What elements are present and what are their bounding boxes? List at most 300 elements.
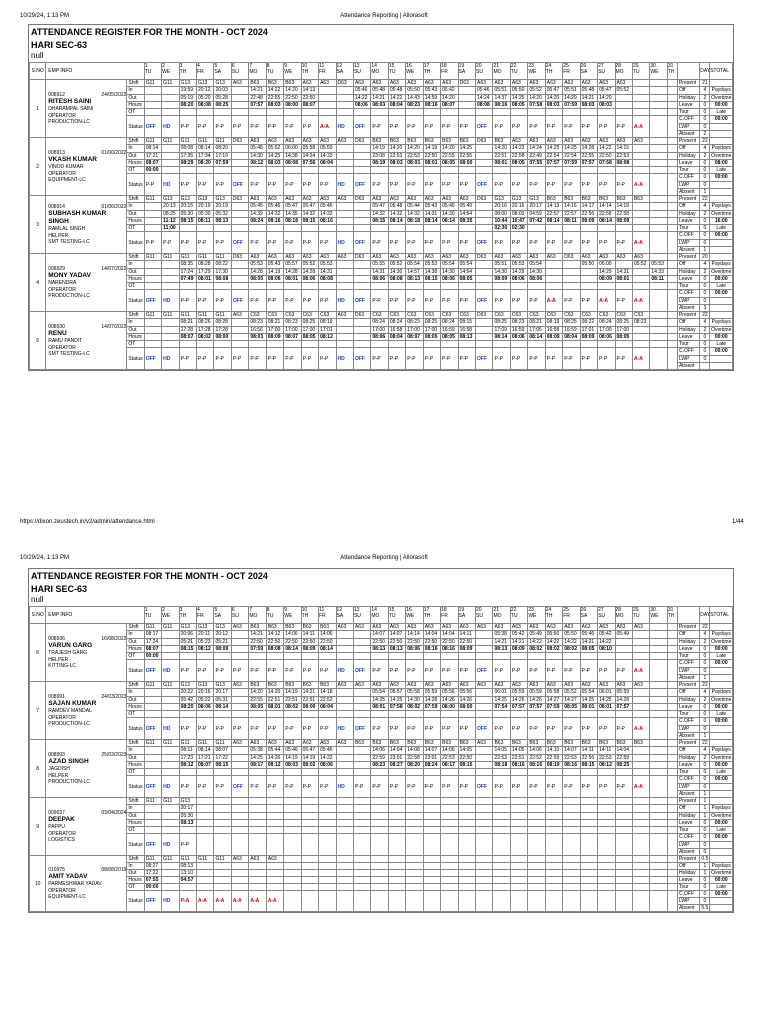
day-in-cell: [301, 689, 318, 696]
employee-join-date: 08/08/2019: [101, 866, 127, 873]
day-ot-cell: [371, 827, 388, 834]
day-out-cell: [580, 268, 597, 275]
day-shift-value: G11: [163, 254, 173, 261]
day-hours-value: 07:59: [546, 703, 560, 710]
day-in-cell: [284, 747, 301, 754]
day-in-cell: [615, 319, 632, 326]
day-out-cell: [319, 812, 336, 819]
day-in-value: 05:45: [250, 203, 263, 210]
day-status-value: P-P: [198, 725, 207, 732]
day-in-cell: [301, 747, 318, 754]
day-out-value: 14:32: [407, 210, 420, 217]
day-shift-cell: [667, 312, 677, 319]
day-out-value: 05:42: [180, 696, 194, 703]
days-header: DAYS: [700, 607, 710, 624]
day-status-cell: [284, 174, 301, 196]
day-in-cell: [423, 203, 440, 210]
employee-subrow: [30, 174, 733, 181]
date-weekday: SU: [353, 613, 361, 619]
day-shift-cell: [371, 682, 388, 689]
day-in-cell: [423, 87, 440, 94]
day-ot-cell: [598, 769, 615, 776]
day-out-value: 22:53: [564, 754, 577, 761]
day-out-cell: [214, 870, 231, 877]
day-ot-cell: [353, 653, 370, 660]
day-in-value: 05:54: [372, 689, 385, 696]
day-ot-cell: [266, 167, 283, 174]
day-status-cell: [580, 232, 597, 254]
day-status-value: P-P: [424, 355, 434, 362]
day-status-value: P-P: [145, 239, 155, 246]
day-in-cell: [667, 319, 677, 326]
day-in-cell: [615, 863, 632, 870]
day-status-cell: [406, 718, 423, 740]
day-in-cell: [284, 689, 301, 696]
day-out-cell: [563, 210, 580, 217]
day-shift-cell: [197, 138, 214, 145]
day-hours-cell: [493, 819, 510, 826]
day-hours-value: 08:13: [459, 333, 473, 340]
total-cell: [710, 711, 733, 718]
day-hours-cell: [266, 333, 283, 340]
day-ot-cell: [249, 653, 266, 660]
day-shift-cell: [319, 682, 336, 689]
day-shift-value: G11: [163, 80, 173, 87]
day-out-value: 23:01: [424, 754, 438, 761]
day-status-cell: [563, 776, 580, 798]
day-ot-cell: [458, 653, 475, 660]
summary-value-lwp: 0: [700, 239, 710, 246]
day-in-cell: [388, 145, 405, 152]
day-out-cell: [249, 638, 266, 645]
day-hours-cell: [197, 101, 214, 108]
day-out-value: 14:30: [442, 210, 455, 217]
day-ot-cell: [563, 167, 580, 174]
day-shift-cell: [406, 740, 423, 747]
day-ot-cell: [650, 225, 667, 232]
day-shift-value: A63: [407, 80, 417, 87]
date-weekday: WE: [284, 69, 293, 75]
day-out-cell: [632, 754, 649, 761]
day-in-cell: [162, 631, 179, 638]
date-header: [632, 607, 649, 624]
day-status-value: P-P: [267, 725, 277, 732]
day-in-cell: [406, 319, 423, 326]
day-hours-cell: [336, 333, 353, 340]
day-out-cell: [231, 152, 248, 159]
day-ot-cell: [388, 283, 405, 290]
day-hours-cell: [510, 275, 527, 282]
day-hours-cell: [615, 645, 632, 652]
employee-subrow: [30, 145, 733, 152]
day-shift-cell: [179, 682, 196, 689]
row-label-ot: OT: [127, 711, 144, 718]
row-label-in: In: [127, 631, 144, 638]
day-status-value: P-P: [424, 123, 434, 130]
day-hours-value: 08:08: [198, 101, 211, 108]
day-status-value: P-P: [407, 181, 416, 188]
day-in-cell: [580, 631, 597, 638]
date-weekday: MO: [615, 613, 624, 619]
day-shift-value: B63: [459, 740, 469, 747]
day-shift-cell: [162, 798, 179, 805]
day-shift-cell: [162, 624, 179, 631]
day-out-cell: [388, 268, 405, 275]
day-hours-cell: [197, 275, 214, 282]
day-hours-cell: [476, 159, 493, 166]
day-in-cell: [371, 145, 388, 152]
day-shift-cell: [650, 624, 667, 631]
day-out-cell: [563, 754, 580, 761]
day-status-value: P-P: [616, 239, 625, 246]
day-out-value: 22:58: [407, 754, 420, 761]
day-in-cell: [632, 747, 649, 754]
day-in-value: 14:19: [616, 203, 630, 210]
day-hours-cell: [371, 703, 388, 710]
day-status-cell: [214, 776, 231, 798]
day-out-cell: [371, 754, 388, 761]
attendance-table: [29, 606, 733, 912]
day-out-cell: [598, 94, 615, 101]
day-in-cell: [301, 145, 318, 152]
day-hours-value: 08:16: [442, 645, 455, 652]
day-in-value: 14:20: [494, 145, 507, 152]
day-status-value: P-A: [180, 898, 190, 904]
day-out-cell: [528, 754, 545, 761]
total-cell: [710, 239, 733, 246]
day-status-cell: [493, 116, 510, 138]
day-shift-cell: [319, 80, 336, 87]
day-hours-cell: [650, 761, 667, 768]
day-out-value: 14:32: [372, 210, 385, 217]
day-hours-cell: [476, 877, 493, 884]
day-out-cell: [388, 152, 405, 159]
day-shift-cell: [301, 254, 318, 261]
day-hours-cell: [650, 101, 667, 108]
day-hours-cell: [598, 645, 615, 652]
day-in-value: 08:25: [302, 319, 316, 326]
day-in-cell: [371, 87, 388, 94]
day-in-cell: [179, 145, 196, 152]
day-out-cell: [266, 870, 283, 877]
day-status-value: P-P: [564, 725, 573, 732]
day-hours-cell: [353, 703, 370, 710]
day-status-cell: [214, 834, 231, 856]
day-status-cell: [528, 174, 545, 196]
day-hours-cell: [563, 159, 580, 166]
day-ot-cell: [179, 109, 196, 116]
day-in-cell: [231, 261, 248, 268]
day-in-cell: [214, 689, 231, 696]
day-in-cell: [371, 261, 388, 268]
day-ot-cell: [458, 283, 475, 290]
day-shift-value: A63: [581, 138, 591, 145]
day-out-cell: [353, 268, 370, 275]
day-in-value: 14:13: [302, 87, 316, 94]
day-status-cell: [632, 290, 649, 312]
day-out-value: 14:22: [354, 94, 368, 101]
day-shift-cell: [580, 856, 597, 863]
day-ot-cell: [563, 884, 580, 891]
date-number: 21: [493, 63, 500, 69]
total-value-overtime: 00:00: [714, 645, 728, 652]
day-out-cell: [667, 812, 677, 819]
employee-sno: 5: [30, 312, 46, 370]
day-status-cell: [406, 348, 423, 370]
day-hours-cell: [371, 217, 388, 224]
day-shift-cell: [580, 312, 597, 319]
summary-label-tour: Tour: [677, 711, 699, 718]
day-in-cell: [388, 631, 405, 638]
day-out-value: 14:26: [529, 696, 542, 703]
day-hours-cell: [476, 703, 493, 710]
total-cell: [710, 898, 733, 905]
day-status-cell: [476, 776, 493, 798]
day-in-value: 14:25: [459, 145, 473, 152]
day-in-value: 05:51: [494, 87, 507, 94]
day-shift-value: B63: [442, 740, 452, 747]
emp-info-header: EMP INFO: [46, 63, 144, 80]
day-out-cell: [441, 210, 458, 217]
day-hours-cell: [563, 819, 580, 826]
day-status-cell: [441, 290, 458, 312]
day-ot-cell: [667, 225, 677, 232]
day-in-value: 05:54: [442, 261, 455, 268]
day-shift-value: A63: [529, 138, 539, 145]
day-status-value: P-P: [494, 181, 503, 188]
day-out-cell: [214, 268, 231, 275]
summary-label-present: Present: [677, 682, 699, 689]
day-out-cell: [580, 870, 597, 877]
day-out-value: 17:01: [320, 326, 333, 333]
day-shift-value: D63: [232, 138, 243, 145]
day-in-value: 14:08: [407, 747, 420, 754]
total-label-paydays: Paydays: [711, 261, 731, 268]
day-out-cell: [336, 870, 353, 877]
day-in-value: 08:23: [407, 319, 420, 326]
day-hours-cell: [667, 275, 677, 282]
day-status-cell: [632, 891, 649, 912]
day-status-cell: [336, 348, 353, 370]
day-shift-value: B63: [581, 196, 591, 203]
day-in-cell: [162, 689, 179, 696]
summary-value-present: 21: [700, 80, 710, 87]
day-shift-value: C63: [407, 312, 417, 319]
day-status-cell: [441, 232, 458, 254]
date-number: 21: [493, 607, 500, 613]
day-shift-cell: [266, 196, 283, 203]
day-out-value: 14:30: [529, 268, 542, 275]
day-status-cell: [667, 116, 677, 138]
summary-value-absent: 1: [700, 188, 710, 195]
day-ot-cell: [667, 341, 677, 348]
day-hours-cell: [476, 819, 493, 826]
day-shift-value: A63: [232, 740, 242, 747]
date-header: [441, 607, 458, 624]
day-ot-cell: [545, 653, 562, 660]
day-out-cell: [563, 812, 580, 819]
day-shift-value: A63: [424, 254, 434, 261]
total-label-overtime: Overtime: [711, 210, 732, 217]
day-shift-cell: [284, 312, 301, 319]
day-ot-cell: [319, 884, 336, 891]
day-hours-cell: [162, 645, 179, 652]
day-out-cell: [301, 812, 318, 819]
day-in-value: 05:46: [477, 87, 490, 94]
day-ot-cell: [179, 283, 196, 290]
day-out-cell: [336, 94, 353, 101]
day-ot-cell: [353, 283, 370, 290]
day-ot-cell: [301, 884, 318, 891]
day-out-cell: [353, 94, 370, 101]
day-in-value: 08:19: [320, 319, 333, 326]
date-number: 7: [249, 63, 253, 69]
day-out-cell: [144, 152, 161, 159]
day-shift-cell: [545, 740, 562, 747]
date-header: [284, 607, 301, 624]
day-shift-cell: [249, 856, 266, 863]
day-hours-value: 08:01: [198, 275, 211, 282]
attendance-table: [29, 62, 733, 370]
day-shift-value: A63: [320, 254, 329, 261]
day-out-cell: [162, 812, 179, 819]
day-status-cell: [301, 834, 318, 856]
day-shift-value: G13: [180, 80, 191, 87]
day-status-value: P-P: [267, 783, 277, 790]
day-hours-cell: [441, 645, 458, 652]
day-shift-value: G11: [198, 138, 208, 145]
day-out-cell: [371, 152, 388, 159]
day-out-value: 14:33: [320, 152, 333, 159]
day-out-cell: [598, 812, 615, 819]
day-hours-cell: [458, 761, 475, 768]
day-status-value: P-P: [250, 667, 259, 674]
day-hours-value: 07:57: [546, 159, 560, 166]
day-hours-value: 07:58: [599, 159, 612, 166]
day-hours-cell: [493, 275, 510, 282]
day-shift-value: B63: [599, 740, 608, 747]
day-hours-cell: [353, 217, 370, 224]
day-out-cell: [580, 210, 597, 217]
day-hours-value: 08:09: [215, 645, 229, 652]
employee-subrow: [30, 689, 733, 696]
day-ot-cell: [231, 283, 248, 290]
day-shift-cell: [301, 196, 318, 203]
day-shift-value: A63: [232, 856, 242, 862]
day-shift-cell: [493, 80, 510, 87]
day-shift-value: D63: [477, 254, 487, 261]
day-shift-value: G13: [163, 196, 173, 203]
day-in-cell: [667, 203, 677, 210]
day-status-cell: [231, 232, 248, 254]
day-out-value: 05:20: [198, 94, 211, 101]
day-status-value: P-P: [232, 667, 242, 674]
day-shift-cell: [214, 138, 231, 145]
day-hours-cell: [667, 159, 677, 166]
day-hours-value: 08:08: [477, 101, 490, 108]
day-hours-value: 08:05: [302, 333, 316, 340]
print-datetime: 10/29/24, 1:13 PM: [20, 555, 70, 561]
day-status-cell: [423, 718, 440, 740]
day-ot-cell: [162, 225, 179, 232]
day-hours-cell: [632, 159, 649, 166]
day-out-cell: [319, 210, 336, 217]
day-status-cell: [650, 891, 667, 912]
day-status-cell: [284, 718, 301, 740]
day-in-cell: [388, 863, 405, 870]
employee-info: [46, 254, 127, 312]
day-out-value: 22:50: [320, 638, 333, 645]
employee-subrow: [30, 203, 733, 210]
day-shift-cell: [667, 856, 677, 863]
day-shift-value: C63: [546, 312, 556, 319]
day-shift-value: G11: [180, 254, 190, 261]
total-cell: [710, 891, 733, 898]
day-out-value: 17:00: [424, 326, 438, 333]
day-out-value: 17:35: [180, 152, 194, 159]
day-ot-cell: [441, 711, 458, 718]
day-status-cell: [510, 232, 527, 254]
day-shift-value: A63: [285, 254, 295, 261]
total-cell: [710, 123, 733, 130]
day-hours-cell: [650, 703, 667, 710]
day-status-value: P-P: [372, 783, 381, 790]
day-hours-cell: [353, 275, 370, 282]
total-label-paydays: Paydays: [711, 319, 731, 326]
date-header: [406, 63, 423, 80]
day-shift-value: A63: [581, 682, 591, 689]
day-out-value: 14:32: [320, 210, 333, 217]
day-status-cell: [162, 290, 179, 312]
day-hours-cell: [214, 761, 231, 768]
day-hours-cell: [545, 877, 562, 884]
day-in-cell: [179, 631, 196, 638]
day-in-value: 08:22: [215, 261, 228, 268]
day-hours-value: 08:05: [459, 275, 473, 282]
day-out-cell: [458, 812, 475, 819]
day-in-cell: [301, 203, 318, 210]
day-out-cell: [371, 638, 388, 645]
day-status-value: P-P: [546, 355, 556, 362]
day-hours-value: 08:00: [302, 703, 316, 710]
date-header: [458, 63, 475, 80]
day-shift-cell: [423, 682, 440, 689]
day-hours-value: 08:06: [442, 275, 455, 282]
day-status-cell: [458, 174, 475, 196]
date-header: [615, 63, 632, 80]
day-in-value: 20:22: [180, 689, 194, 696]
day-in-value: 05:58: [407, 689, 420, 696]
day-shift-value: A63: [232, 624, 242, 631]
day-in-cell: [388, 261, 405, 268]
row-label-out: Out: [127, 210, 144, 217]
day-ot-cell: [162, 769, 179, 776]
total-cell: [710, 268, 733, 275]
total-cell: [710, 834, 733, 841]
total-cell: [710, 116, 733, 123]
day-shift-value: B63: [267, 80, 277, 87]
day-hours-value: 08:01: [424, 159, 438, 166]
day-status-cell: [144, 174, 161, 196]
summary-label-leave: Leave: [677, 159, 699, 166]
employee-father-name: NARENDRA: [48, 280, 77, 286]
row-label-shift: Shift: [127, 196, 144, 203]
day-status-cell: [301, 116, 318, 138]
employee-name: RENU: [48, 330, 67, 337]
day-out-cell: [336, 326, 353, 333]
day-ot-cell: [615, 167, 632, 174]
day-hours-value: 08:14: [494, 333, 508, 340]
